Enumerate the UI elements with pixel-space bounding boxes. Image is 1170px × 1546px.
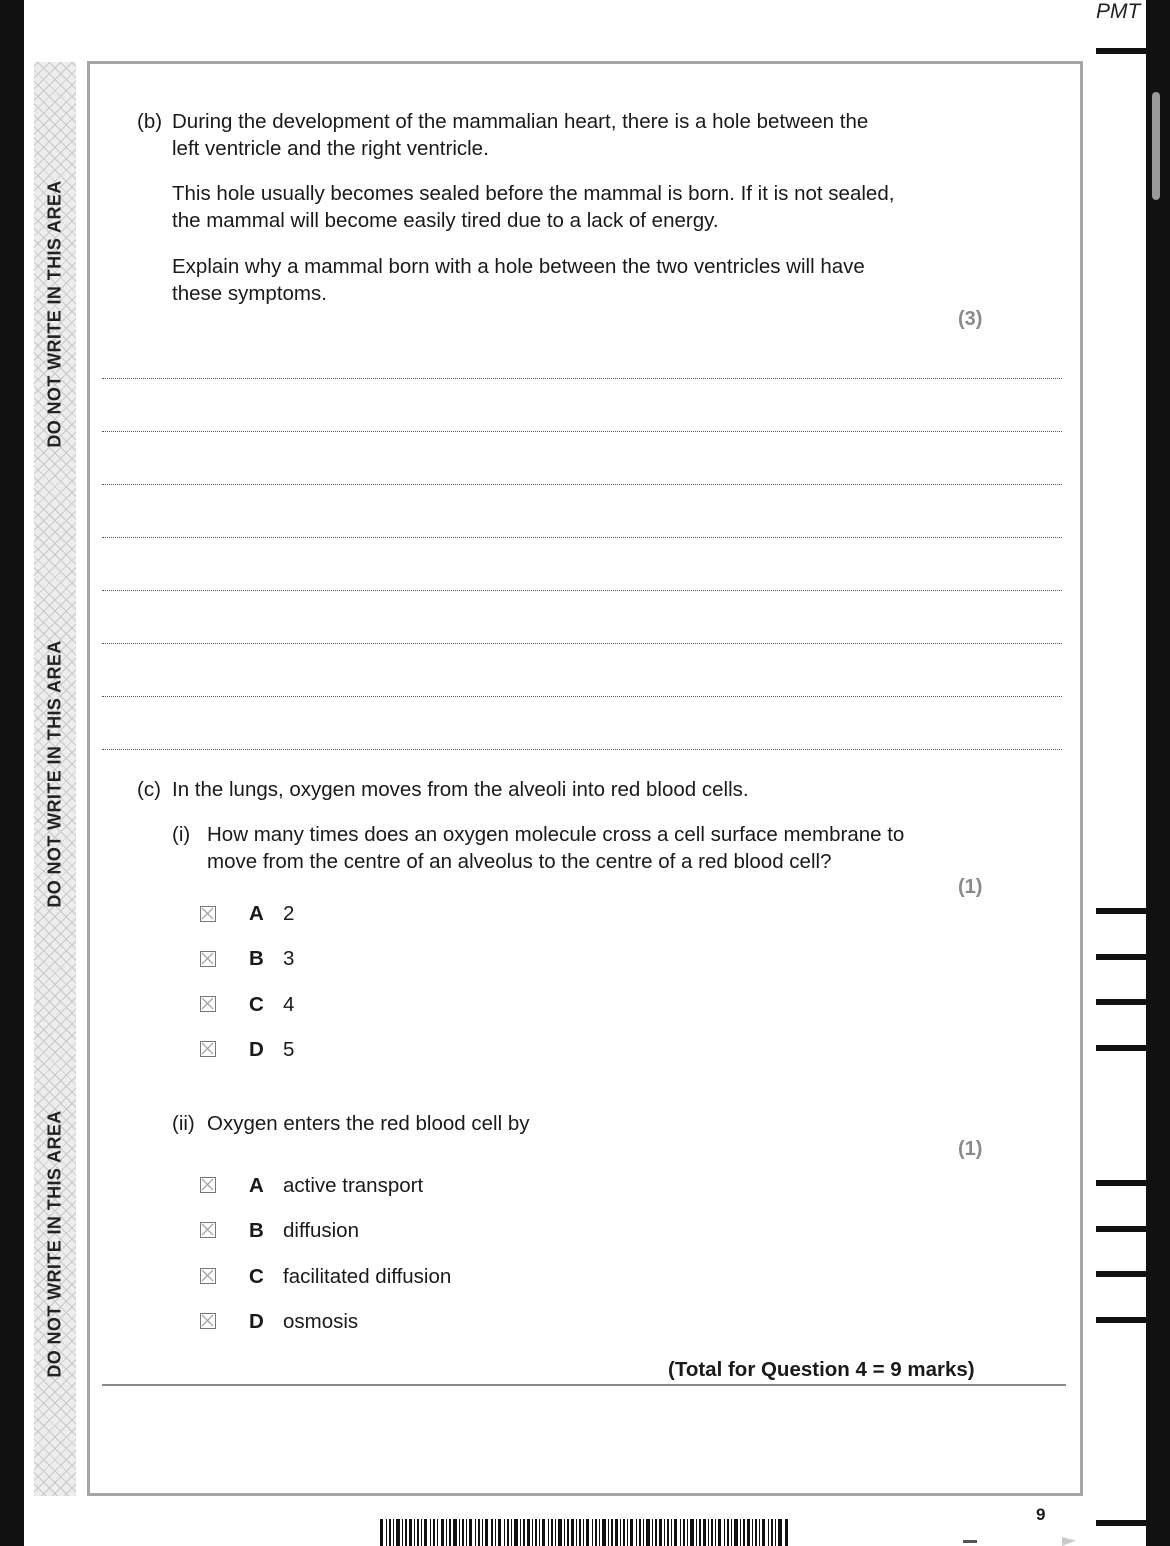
total-divider [102, 1384, 1066, 1386]
registration-mark [1096, 954, 1146, 960]
scrollbar-thumb[interactable] [1152, 92, 1160, 200]
option-checkbox-d[interactable] [200, 1313, 216, 1329]
registration-mark [1096, 48, 1146, 54]
registration-mark [1096, 1226, 1146, 1232]
part-c-i-line-1: How many times does an oxygen molecule cross a cell surface membrane to [207, 823, 905, 846]
option-letter: B [249, 947, 264, 970]
option-letter: C [249, 993, 264, 1016]
option-letter: B [249, 1219, 264, 1242]
option-text: diffusion [283, 1219, 359, 1242]
right-screen-edge [1146, 0, 1170, 1546]
option-text: facilitated diffusion [283, 1265, 452, 1288]
answer-line[interactable] [102, 749, 1062, 750]
question-total: (Total for Question 4 = 9 marks) [668, 1358, 975, 1381]
registration-mark [1096, 1045, 1146, 1051]
part-b-para3-line-1: Explain why a mammal born with a hole between the two ventricles will have [172, 255, 865, 278]
part-b-para3-line-2: these symptoms. [172, 282, 327, 305]
option-text: 3 [283, 947, 295, 970]
part-b-line-2: left ventricle and the right ventricle. [172, 137, 489, 160]
option-text: 4 [283, 993, 295, 1016]
pmt-watermark: PMT [1096, 0, 1141, 23]
answer-line[interactable] [102, 590, 1062, 591]
option-letter: A [249, 1174, 264, 1197]
option-checkbox-b[interactable] [200, 951, 216, 967]
part-b-label: (b) [137, 110, 163, 133]
registration-mark [1096, 908, 1146, 914]
option-text: 5 [283, 1038, 295, 1061]
registration-mark [1096, 1271, 1146, 1277]
registration-mark [1096, 1180, 1146, 1186]
part-b-para2-line-2: the mammal will become easily tired due to a lack of energy. [172, 209, 719, 232]
next-page-arrow-icon [1062, 1537, 1076, 1546]
option-letter: A [249, 902, 264, 925]
option-letter: D [249, 1310, 264, 1333]
option-checkbox-d[interactable] [200, 1041, 216, 1057]
part-b-marks: (3) [958, 308, 983, 330]
part-c-i-marks: (1) [958, 876, 983, 898]
answer-line[interactable] [102, 643, 1062, 644]
registration-mark [1096, 1520, 1146, 1526]
footer-mark [963, 1540, 977, 1543]
option-checkbox-a[interactable] [200, 906, 216, 922]
page-number: 9 [1036, 1505, 1046, 1524]
option-text: osmosis [283, 1310, 359, 1333]
option-text: 2 [283, 902, 295, 925]
answer-line[interactable] [102, 537, 1062, 538]
option-letter: C [249, 1265, 264, 1288]
barcode-image [380, 1519, 788, 1546]
option-checkbox-a[interactable] [200, 1177, 216, 1193]
registration-mark [1096, 999, 1146, 1005]
option-text: active transport [283, 1174, 424, 1197]
part-c-label: (c) [137, 778, 161, 801]
part-c-ii-line-1: Oxygen enters the red blood cell by [207, 1112, 530, 1135]
part-c-i-label: (i) [172, 823, 191, 846]
answer-line[interactable] [102, 696, 1062, 697]
part-c-ii-label: (ii) [172, 1112, 195, 1135]
option-checkbox-b[interactable] [200, 1222, 216, 1238]
option-checkbox-c[interactable] [200, 996, 216, 1012]
answer-line[interactable] [102, 484, 1062, 485]
part-b-line-1: During the development of the mammalian heart, there is a hole between the [172, 110, 869, 133]
option-letter: D [249, 1038, 264, 1061]
option-checkbox-c[interactable] [200, 1268, 216, 1284]
answer-line[interactable] [102, 378, 1062, 379]
part-c-ii-marks: (1) [958, 1138, 983, 1160]
part-c-intro: In the lungs, oxygen moves from the alveoli into red blood cells. [172, 778, 749, 801]
registration-mark [1096, 1317, 1146, 1323]
part-b-para2-line-1: This hole usually becomes sealed before the mammal is born. If it is not sealed, [172, 182, 895, 205]
answer-line[interactable] [102, 431, 1062, 432]
part-c-i-line-2: move from the centre of an alveolus to the centre of a red blood cell? [207, 850, 832, 873]
left-screen-edge [0, 0, 24, 1546]
